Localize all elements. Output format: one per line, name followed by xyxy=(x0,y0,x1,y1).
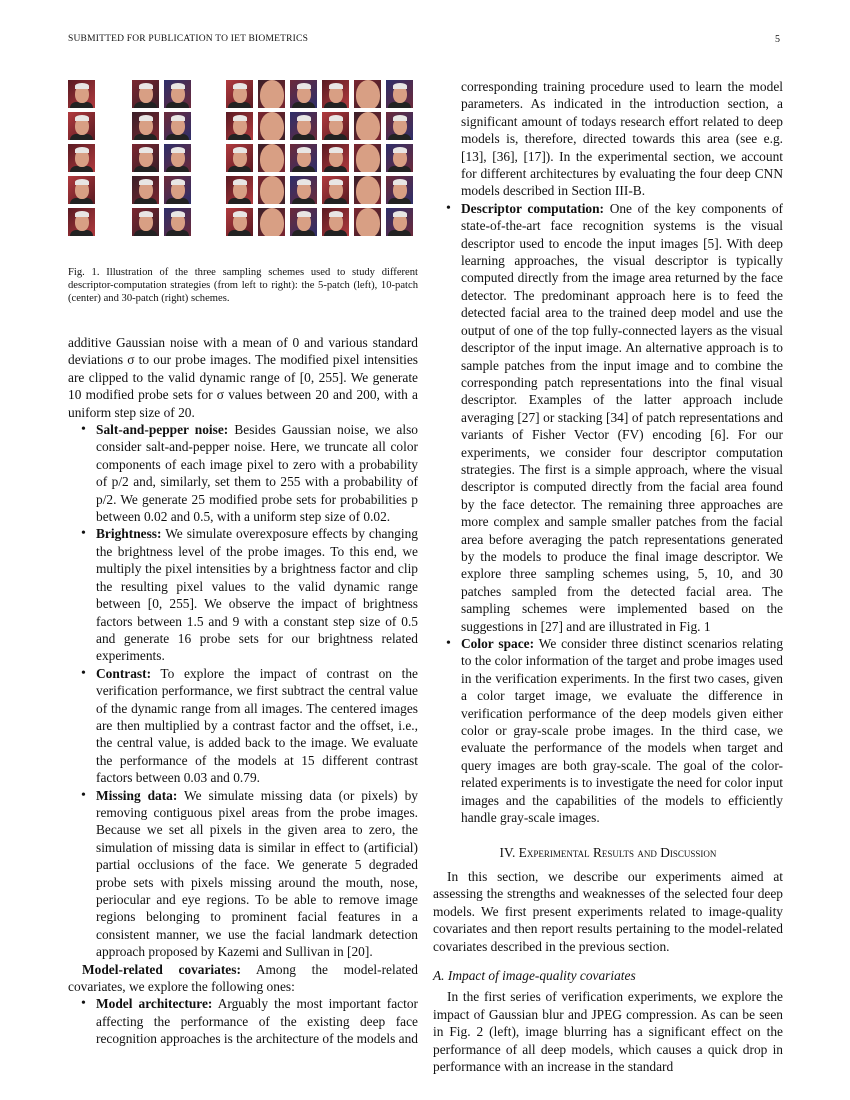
face-patch-thumbnail xyxy=(354,112,381,140)
face-patch-thumbnail xyxy=(68,112,95,140)
face-patch-thumbnail xyxy=(132,144,159,172)
subsection-paragraph: In the first series of verification experiments, we explore the impact of Gaussian blur and JPEG compression. As can be seen in Fig. 2 (left), image blurring has a significant effect on the performance of all deep models, which causes a quick drop in performance with an increase in the standard xyxy=(433,989,783,1074)
bullet-salt-pepper: • Salt-and-pepper noise: Besides Gaussian noise, we also consider salt-and-pepper noise. Here, we truncate all color components of each image pixel to zero with a probability of p/2 and, similarly, set them to 255 with a probability of p/2. We generate 25 modified probe sets for probabilities p between 0.02 and 0.5, with a uniform step size of 0.02. xyxy=(68,421,418,525)
subsection-heading: A. Impact of image-quality covariates xyxy=(433,967,636,983)
face-patch-thumbnail xyxy=(258,112,285,140)
bullet-brightness: • Brightness: We simulate overexposure effects by changing the brightness level of the probe images. To this end, we multiply the pixel intensities by a brightness factor and clip the resulting pixel values to the valid dynamic range between [0, 255]. We observe the impact of brightness factors between 1.5 and 9 with a constant step size of 0.5 and generate 16 probe sets for our brightness related experiments. xyxy=(68,525,418,664)
face-patch-thumbnail xyxy=(164,208,191,236)
face-patch-thumbnail xyxy=(164,176,191,204)
face-patch-thumbnail xyxy=(258,80,285,108)
section-heading: IV. Experimental Results and Discussion xyxy=(499,845,717,861)
face-patch-thumbnail xyxy=(258,144,285,172)
face-patch-thumbnail xyxy=(164,144,191,172)
face-patch-thumbnail xyxy=(386,112,413,140)
bullet-missing-data: • Missing data: We simulate missing data (or pixels) by removing contiguous pixel areas from the probe images. Because we set all pixels in the given area to zero, the simulation of missing data is similar in effect to (artificial) partial occlusions of the face. We generate 5 degraded probe sets with pixels missing around the mouth, nose, periocular and eye regions. To be able to remove image regions belonging to prominent facial features in a consistent manner, we use the facial landmark detection approach proposed by Kazemi and Sullivan in [20]. xyxy=(68,787,418,961)
face-patch-thumbnail xyxy=(68,144,95,172)
face-patch-thumbnail xyxy=(386,176,413,204)
face-patch-thumbnail xyxy=(68,80,95,108)
face-patch-thumbnail xyxy=(386,144,413,172)
face-patch-thumbnail xyxy=(132,176,159,204)
face-patch-thumbnail xyxy=(354,80,381,108)
bullet-descriptor-computation: • Descriptor computation: One of the key components of state-of-the-art face recognition systems is the visual descriptor used to encode the input images [5]. With deep learning approaches, the visual descriptor is typically computed directly from the image area returned by the face detector. The predominant approach here is to feed the detected facial area to the trained deep model and use the output of one of the top fully-connected layers as the visual descriptor of the input image. An alternative approach is to sample patches from the input image and to combine the corresponding patch representations into the final visual descriptor. Examples of the latter approach include averaging [27] or stacking [34] of patch representations and variants of Fisher Vector (FV) encoding [6]. For our experiments, we consider four descriptor computation strategies. The first is a simple approach, where the visual descriptor is computed directly from the facial area found by the face detector. The remaining three approaches are more complex and sample smaller patches from the facial area before averaging the patch representations generated by the models to produce the final image descriptor. We explore three sampling schemes using, 5, 10, and 30 patches sampled from the detected facial area. The sampling schemes were implemented based on the suggestions in [27] and are illustrated in Fig. 1 xyxy=(433,200,783,635)
face-patch-thumbnail xyxy=(226,208,253,236)
model-covariates-list xyxy=(68,995,418,1047)
running-header: SUBMITTED FOR PUBLICATION TO IET BIOMETRICS xyxy=(68,34,309,44)
image-quality-covariates-list xyxy=(68,421,418,961)
face-patch-thumbnail xyxy=(386,208,413,236)
bullet-color-space: • Color space: We consider three distinct scenarios relating to the color information of the target and probe images used in the verification experiments. In the first two cases, given a color target image, we evaluate the difference in verification performance of the deep models given either color or gray-scale probe images. In the third case, we evaluate the performance of the models when target and query images are both gray-scale. The goal of the color-related experiments is to investigate the need for color input images and the capabilities of the models to efficiently handle gray-scale images. xyxy=(433,635,783,826)
face-patch-thumbnail xyxy=(226,112,253,140)
left-column xyxy=(68,334,418,1048)
face-patch-thumbnail xyxy=(226,80,253,108)
face-patch-thumbnail xyxy=(132,208,159,236)
face-patch-thumbnail xyxy=(322,176,349,204)
face-patch-thumbnail xyxy=(132,80,159,108)
figure-1-caption: Fig. 1. Illustration of the three sampling schemes used to study different descriptor-computation strategies (from left to right): the 5-patch (left), 10-patch (center) and 30-patch (right) schemes. xyxy=(68,267,418,305)
face-patch-thumbnail xyxy=(164,80,191,108)
right-column xyxy=(433,78,783,1075)
face-patch-thumbnail xyxy=(386,80,413,108)
face-patch-thumbnail xyxy=(290,176,317,204)
face-patch-thumbnail xyxy=(226,176,253,204)
face-patch-thumbnail xyxy=(68,208,95,236)
face-patch-thumbnail xyxy=(354,208,381,236)
face-patch-thumbnail xyxy=(132,112,159,140)
section-paragraph: In this section, we describe our experiments aimed at assessing the strengths and weaknesses of the selected four deep models. We first present experiments related to image-quality covariates and then report results pertaining to the model-related covariates described in the previous section. xyxy=(433,868,783,954)
page-number: 5 xyxy=(775,34,780,45)
intro-paragraph: additive Gaussian noise with a mean of 0 and various standard deviations σ to our probe images. The modified pixel intensities are clipped to the valid dynamic range of [0, 255]. We generate 10 modified probe sets for σ values between 20 and 200, with a uniform step size of 20. xyxy=(68,335,418,420)
model-covariates-paragraph: Model-related covariates: Among the model-related covariates, we explore the following ones: xyxy=(68,961,418,995)
face-patch-thumbnail xyxy=(322,208,349,236)
face-patch-thumbnail xyxy=(68,176,95,204)
face-patch-thumbnail xyxy=(226,144,253,172)
face-patch-thumbnail xyxy=(322,144,349,172)
face-patch-thumbnail xyxy=(164,112,191,140)
face-patch-thumbnail xyxy=(322,80,349,108)
face-patch-thumbnail xyxy=(290,144,317,172)
face-patch-thumbnail xyxy=(258,208,285,236)
face-patch-thumbnail xyxy=(354,176,381,204)
face-patch-thumbnail xyxy=(354,144,381,172)
face-patch-thumbnail xyxy=(290,208,317,236)
bullet-model-architecture: • Model architecture: Arguably the most important factor affecting the performance of the existing deep face recognition approaches is the architecture of the models and xyxy=(68,995,418,1047)
face-patch-thumbnail xyxy=(322,112,349,140)
face-patch-thumbnail xyxy=(290,80,317,108)
figure-1-patch-grid xyxy=(68,80,418,240)
face-patch-thumbnail xyxy=(258,176,285,204)
model-architecture-continuation: corresponding training procedure used to learn the model parameters. As indicated in the introduction section, a significant amount of todays research effort related to deep models is, therefore, directed towards this area (see e.g. [13], [36], [17]). In the experimental section, we account for different architectures by evaluating the four deep CNN models described in Section III-B. xyxy=(461,79,783,199)
model-covariates-list-continued xyxy=(433,200,783,827)
face-patch-thumbnail xyxy=(290,112,317,140)
bullet-contrast: • Contrast: To explore the impact of contrast on the verification performance, we first subtract the central value of the dynamic range from all images. The centered images are then multiplied by a contrast factor and the offset, i.e., the central value, is added back to the image. We evaluate the performance of the models at 15 different contrast factors between 0.03 and 0.79. xyxy=(68,665,418,787)
